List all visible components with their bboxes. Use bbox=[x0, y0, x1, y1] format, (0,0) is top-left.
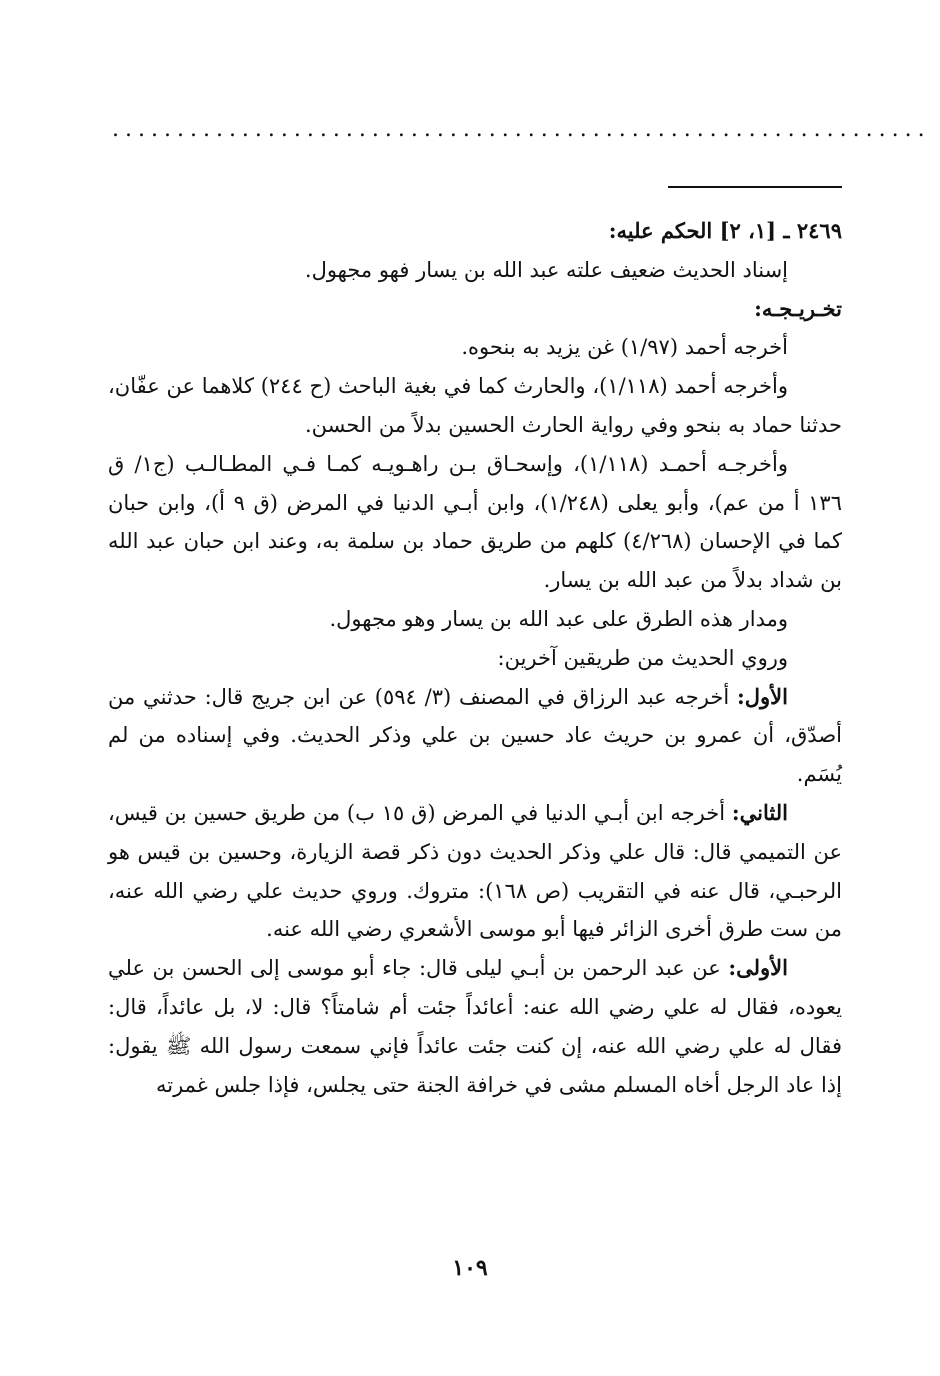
paragraph-lead: الأولى: bbox=[728, 955, 788, 981]
paragraph-first-route bbox=[108, 678, 842, 794]
paragraph-body: أخرجه عبد الرزاق في المصنف (٣/ ٥٩٤) عن ابن جريج قال: حدثني من أصدّق، أن عمرو بن حريث عاد حسين بن علي وذكر الحديث. وفي إسناده من لم يُسَم. bbox=[108, 684, 842, 787]
page-number: ١٠٩ bbox=[452, 1255, 488, 1281]
footnote-rule bbox=[668, 186, 842, 188]
paragraph-lead: الثاني: bbox=[731, 799, 788, 825]
ruling-title: الحكم عليه: bbox=[608, 218, 713, 243]
paragraph-second-route bbox=[108, 794, 842, 949]
hadith-number: ٢٤٦٩ bbox=[796, 218, 842, 243]
paragraph: ومدار هذه الطرق على عبد الله بن يسار وهو مجهول. bbox=[329, 606, 788, 631]
dotted-separator: ............................................................... bbox=[112, 117, 931, 142]
ruling-text: إسناد الحديث ضعيف علته عبد الله بن يسار فهو مجهول. bbox=[304, 257, 788, 282]
paragraph-first-way bbox=[108, 949, 842, 1104]
paragraph-body: أخرجه ابن أبـي الدنيا في المرض (ق ١٥ ب) من طريق حسين بن قيس، عن التميمي قال: قال علي وذكر الحديث دون ذكر قصة الزيارة، وحسين بن قيس هو الرحبـي، قال عنه في التقريب (ص ١٦٨): متروك. وروي حديث علي رضي الله عنه، من ست طرق أخرى الزائر فيها أبو موسى الأشعري رضي الله عنه. bbox=[108, 800, 842, 942]
paragraph: وأخرجـه أحمـد (١/١١٨)، وإسحـاق بـن راهـويـه كمـا فـي المطـالـب (ج١/ ق ١٣٦ أ من عم)، وأبو يعلى (١/٢٤٨)، وابن أبـي الدنيا في المرض (ق ٩ أ)، وابن حبان كما في الإحسان (٤/٢٦٨) كلهم من طريق حماد بن سلمة به، وعند ابن حبان عبد الله بن شداد بدلاً من عبد الله بن يسار. bbox=[108, 451, 842, 593]
hadith-refs: [١، ٢] bbox=[719, 218, 777, 243]
main-text bbox=[108, 212, 842, 1104]
takhrij-heading: تخـريـجـه: bbox=[754, 295, 842, 321]
paragraph: وأخرجه أحمد (١/١١٨)، والحارث كما في بغية الباحث (ح ٢٤٤) كلاهما عن عفّان، حدثنا حماد به بنحو وفي رواية الحارث الحسين بدلاً من الحسن. bbox=[108, 374, 842, 437]
paragraph: وروي الحديث من طريقين آخرين: bbox=[497, 645, 788, 670]
heading-dash: ـ bbox=[783, 218, 790, 243]
ruling-heading bbox=[108, 212, 842, 251]
paragraph-body: عن عبد الرحمن بن أبـي ليلى قال: جاء أبو موسى إلى الحسن بن علي يعوده، فقال له علي رضي الله عنه: أعائداً جئت أم شامتاً؟ قال: لا، بل عائداً، قال: فقال له علي رضي الله عنه، إن كنت جئت عائداً فإني سمعت رسول الله ﷺ يقول: إذا عاد الرجل أخاه المسلم مشى في خرافة الجنة حتى يجلس، فإذا جلس غمرته bbox=[108, 956, 842, 1097]
paragraph-lead: الأول: bbox=[737, 683, 788, 709]
paragraph: أخرجه أحمد (١/٩٧) غن يزيد به بنحوه. bbox=[461, 335, 788, 360]
